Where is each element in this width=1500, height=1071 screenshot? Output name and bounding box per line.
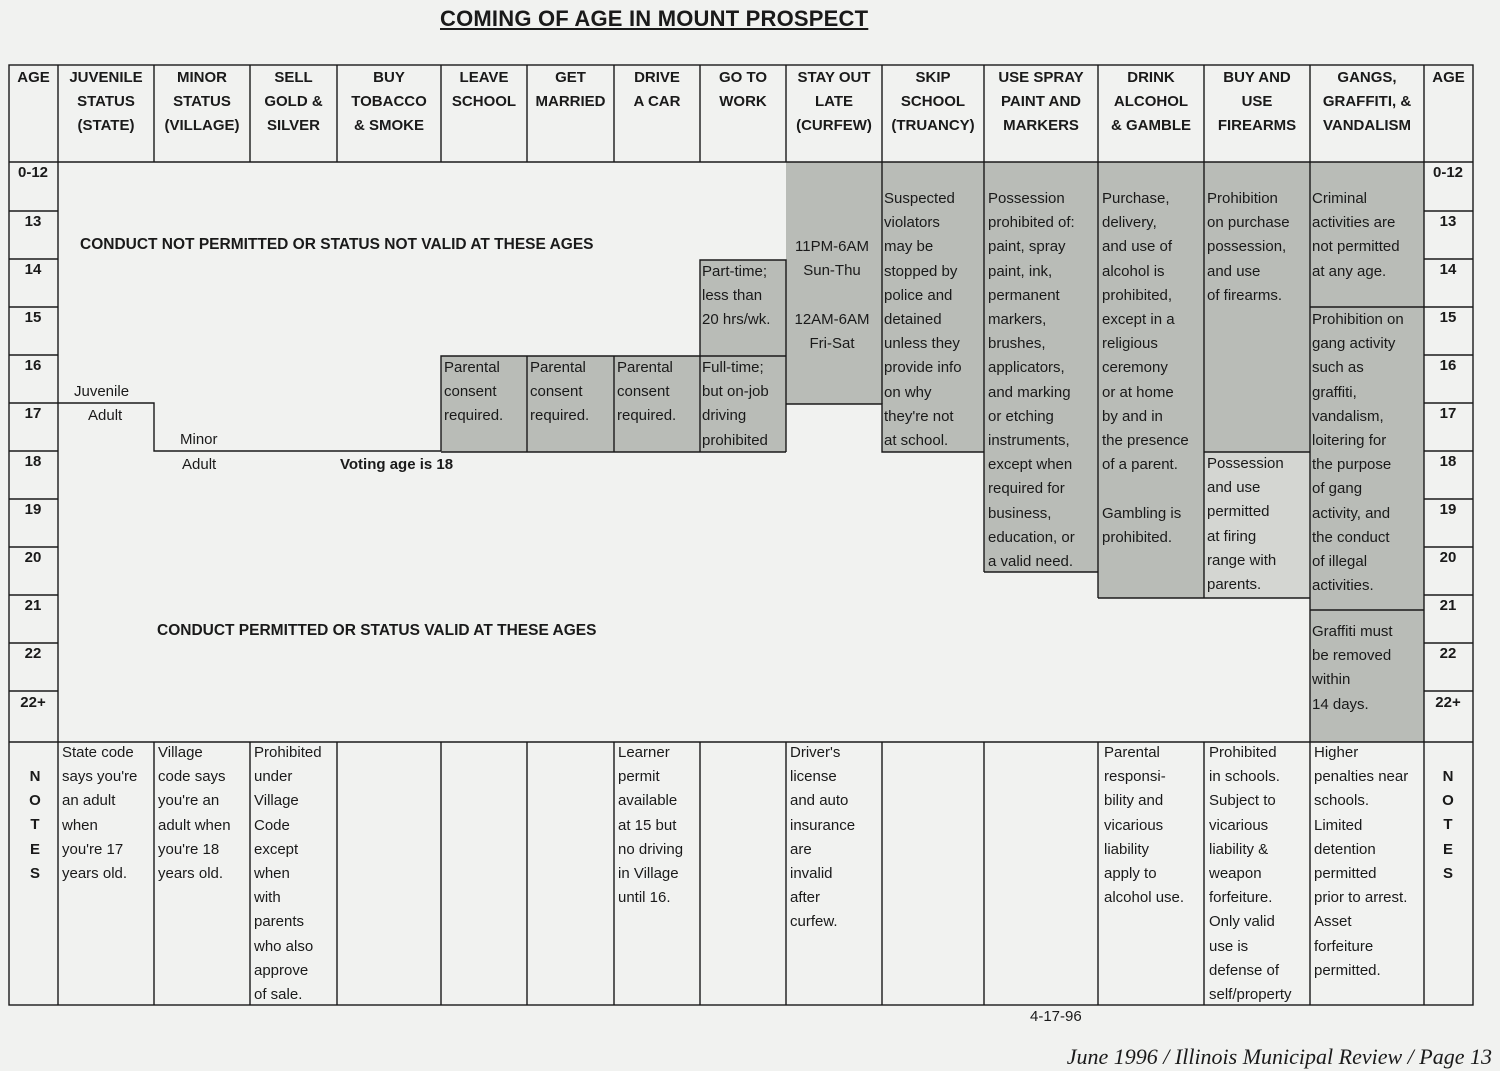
age-label-right: 17 (1439, 405, 1457, 422)
age-label: 22 (24, 645, 42, 662)
note-firearms: Prohibited in schools. Subject to vicarious liability & weapon forfeiture. Only valid use is defense of self/property (1209, 744, 1292, 1004)
cell-drive: Parental consent required. (617, 359, 677, 425)
cell-gangs-prohibition: Prohibition on gang activity such as graffiti, vandalism, loitering for the purpose of gang activity, and the conduct of illegal activities. (1312, 311, 1404, 595)
header-juvenile: JUVENILE STATUS (STATE) (69, 69, 143, 134)
age-label-right: 19 (1439, 501, 1457, 518)
age-label: 19 (24, 501, 42, 518)
header-drink: DRINK ALCOHOL & GAMBLE (1111, 69, 1191, 134)
header-truancy: SKIP SCHOOL (TRUANCY) (891, 69, 975, 134)
note-drink: Parental responsi- bility and vicarious liability apply to alcohol use. (1104, 744, 1185, 907)
age-label: 16 (24, 357, 42, 374)
date-stamp: 4-17-96 (1030, 1008, 1082, 1025)
age-label-right: 15 (1439, 309, 1457, 326)
header-drive: DRIVE A CAR (633, 69, 681, 110)
age-label-right: 22 (1439, 645, 1457, 662)
age-label-right: 18 (1439, 453, 1457, 470)
age-label: 14 (24, 261, 42, 278)
banner-permitted: CONDUCT PERMITTED OR STATUS VALID AT THESE AGES (157, 622, 597, 639)
age-label-right: 14 (1439, 261, 1457, 278)
cell-truancy: Suspected violators may be stopped by police and detained unless they provide info on why they're not at school. (884, 190, 962, 450)
cell-work-parttime: Part-time; less than 20 hrs/wk. (702, 263, 771, 329)
age-label: 17 (24, 405, 42, 422)
cell-gangs-graffiti: Graffiti must be removed within 14 days. (1312, 623, 1393, 713)
cell-drink: Purchase, delivery, and use of alcohol is prohibited, except in a religious ceremony or at home by and in the presence of a parent. Gambling is prohibited. (1102, 190, 1189, 546)
cell-gangs-criminal: Criminal activities are not permitted at any age. (1312, 190, 1400, 280)
cell-firearms-permitted: Possession and use permitted at firing range with parents. (1207, 455, 1284, 594)
age-label: 18 (24, 453, 42, 470)
label-juvenile: Juvenile (74, 383, 130, 400)
cell-married: Parental consent required. (530, 359, 590, 425)
notes-label-right: N O T E S (1442, 768, 1454, 882)
cell-work-fulltime: Full-time; but on-job driving prohibited (702, 359, 769, 449)
age-label: 20 (24, 549, 42, 566)
banner-not-permitted: CONDUCT NOT PERMITTED OR STATUS NOT VALID AT THESE AGES (80, 236, 594, 253)
header-firearms: BUY AND USE FIREARMS (1217, 69, 1297, 134)
note-gangs: Higher penalties near schools. Limited detention permitted prior to arrest. Asset forfeiture permitted. (1314, 744, 1409, 979)
header-gangs: GANGS, GRAFFITI, & VANDALISM (1322, 69, 1412, 134)
age-label: 0-12 (17, 164, 49, 181)
page-footer: June 1996 / Illinois Municipal Review / Page 13 (1066, 1044, 1492, 1069)
label-adult-village: Adult (182, 456, 217, 473)
header-tobacco: BUY TOBACCO & SMOKE (351, 69, 427, 134)
age-label: 21 (24, 597, 42, 614)
header-leave-school: LEAVE SCHOOL (451, 69, 517, 110)
cell-curfew-hours: 11PM-6AM 12AM-6AM (794, 238, 870, 328)
age-label: 15 (24, 309, 42, 326)
header-age-left: AGE (17, 69, 50, 86)
note-minor: Village code says you're an adult when you're 18 years old. (158, 744, 231, 883)
notes-label-left: N O T E S (29, 768, 41, 882)
age-label: 13 (24, 213, 42, 230)
note-gold: Prohibited under Village Code except when with parents who also approve of sale. (254, 744, 322, 1004)
header-work: GO TO WORK (718, 69, 768, 110)
header-age-right: AGE (1432, 69, 1465, 86)
age-label-right: 16 (1439, 357, 1457, 374)
note-curfew: Driver's license and auto insurance are invalid after curfew. (790, 744, 856, 931)
age-label-right: 22+ (1435, 694, 1461, 711)
age-label-right: 0-12 (1432, 164, 1464, 181)
page-title: COMING OF AGE IN MOUNT PROSPECT (440, 6, 869, 31)
label-voting-age: Voting age is 18 (340, 456, 454, 473)
label-minor: Minor (180, 431, 218, 448)
header-curfew: STAY OUT LATE (CURFEW) (796, 69, 872, 134)
header-minor: MINOR STATUS (VILLAGE) (164, 69, 240, 134)
note-juvenile: State code says you're an adult when you're 17 years old. (62, 744, 138, 883)
age-label-right: 20 (1439, 549, 1457, 566)
age-label-right: 13 (1439, 213, 1457, 230)
cell-spray: Possession prohibited of: paint, spray paint, ink, permanent markers, brushes, applicators, and marking or etching instruments, except when required for business, education, or a valid need. (988, 190, 1075, 571)
cell-leave-school: Parental consent required. (444, 359, 504, 425)
label-adult-state: Adult (88, 407, 123, 424)
cell-firearms-prohibition: Prohibition on purchase possession, and use of firearms. (1207, 190, 1290, 304)
header-spray: USE SPRAY PAINT AND MARKERS (998, 69, 1084, 134)
header-gold: SELL GOLD & SILVER (264, 69, 323, 134)
age-label: 22+ (20, 694, 46, 711)
note-drive: Learner permit available at 15 but no driving in Village until 16. (618, 744, 684, 907)
header-married: GET MARRIED (535, 69, 606, 110)
age-label-right: 21 (1439, 597, 1457, 614)
cell-curfew-days: Sun-Thu Fri-Sat (803, 262, 861, 352)
